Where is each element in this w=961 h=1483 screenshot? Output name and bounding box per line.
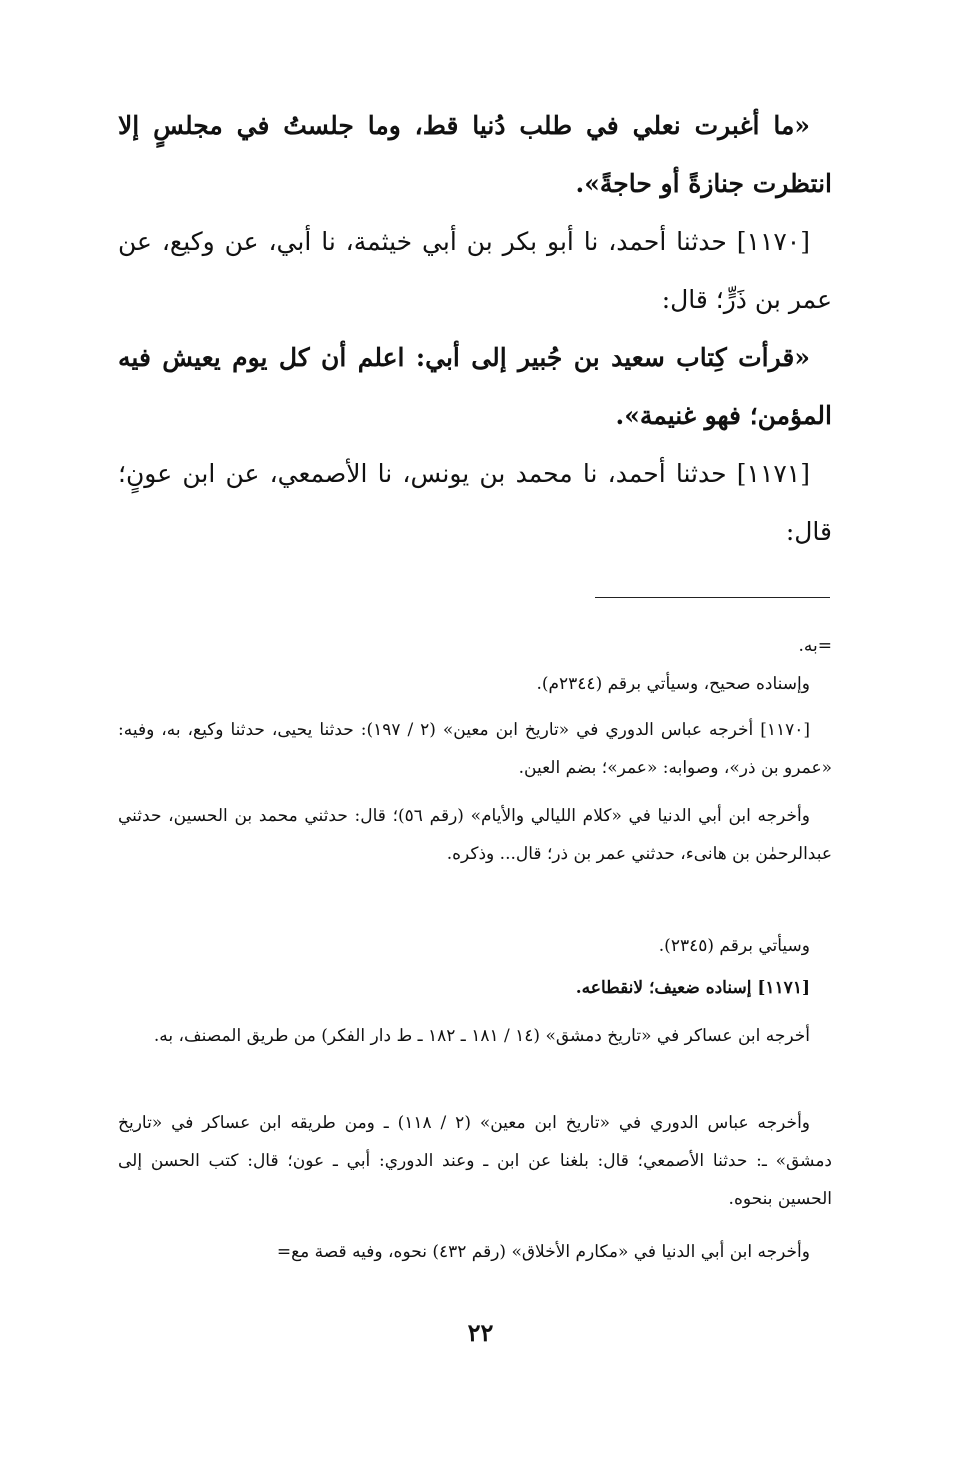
footnote-separator [595, 597, 830, 598]
quote-paragraph-2: «قرأت كِتاب سعيد بن جُبير إلى أبي: اعلم أن كل يوم يعيش فيه المؤمن؛ فهو غنيمة». [118, 343, 832, 430]
footnote-1170-takhrij: [١١٧٠] أخرجه عباس الدوري في «تاريخ ابن معين» (٢ / ١٩٧): حدثنا يحيى، حدثنا وكيع، به، وفيه: «عمرو بن ذر»، وصوابه: «عمر»؛ بضم العين. [118, 720, 832, 778]
footnote-1171-duri: وأخرجه عباس الدوري في «تاريخ ابن معين» (٢ / ١١٨) ـ ومن طريقه ابن عساكر في «تاريخ دمشق» ـ: حدثنا الأصمعي؛ قال: بلغنا عن ابن ـ وعند الدوري: أبي ـ عون؛ قال: كتب الحسن إلى الحسين بنحوه. [118, 1113, 832, 1209]
quote-paragraph-1: «ما أغبرت نعلي في طلب دُنيا قط، وما جلستُ في مجلسٍ إلا انتظرت جنازةً أو حاجةً». [118, 111, 832, 198]
footnote-1170-cross-reference: وسيأتي برقم (٢٣٤٥). [658, 936, 810, 956]
footnote-1171-grade: [١١٧١] إسناده ضعيف؛ لانقطاعه. [575, 978, 810, 998]
footnote-1171-makarim: وأخرجه ابن أبي الدنيا في «مكارم الأخلاق» (رقم ٤٣٢) نحوه، وفيه قصة مع= [276, 1242, 810, 1262]
page-number: ٢٢ [467, 1318, 494, 1347]
hadith-1171-paragraph: [١١٧١] حدثنا أحمد، نا محمد بن يونس، نا الأصمعي، عن ابن عونٍ؛ قال: [118, 459, 832, 546]
footnote-isnad-grade-1: وإسناده صحيح، وسيأتي برقم (٢٣٤٤م). [536, 674, 810, 694]
footnote-continuation: =به. [798, 636, 832, 656]
hadith-1170-paragraph: [١١٧٠] حدثنا أحمد، نا أبو بكر بن أبي خيثمة، نا أبي، عن وكيع، عن عمر بن ذَرٍّ؛ قال: [118, 227, 832, 314]
footnote-1171-ibn-asakir: أخرجه ابن عساكر في «تاريخ دمشق» (١٤ / ١٨١ ـ ١٨٢ ـ ط دار الفكر) من طريق المصنف، به. [153, 1026, 810, 1046]
footnote-1170-ibn-abi-dunya: وأخرجه ابن أبي الدنيا في «كلام الليالي والأيام» (رقم ٥٦)؛ قال: حدثني محمد بن الحسين، حدثني عبدالرحمٰن بن هانىء، حدثني عمر بن ذر؛ قال... وذكره. [118, 806, 832, 864]
